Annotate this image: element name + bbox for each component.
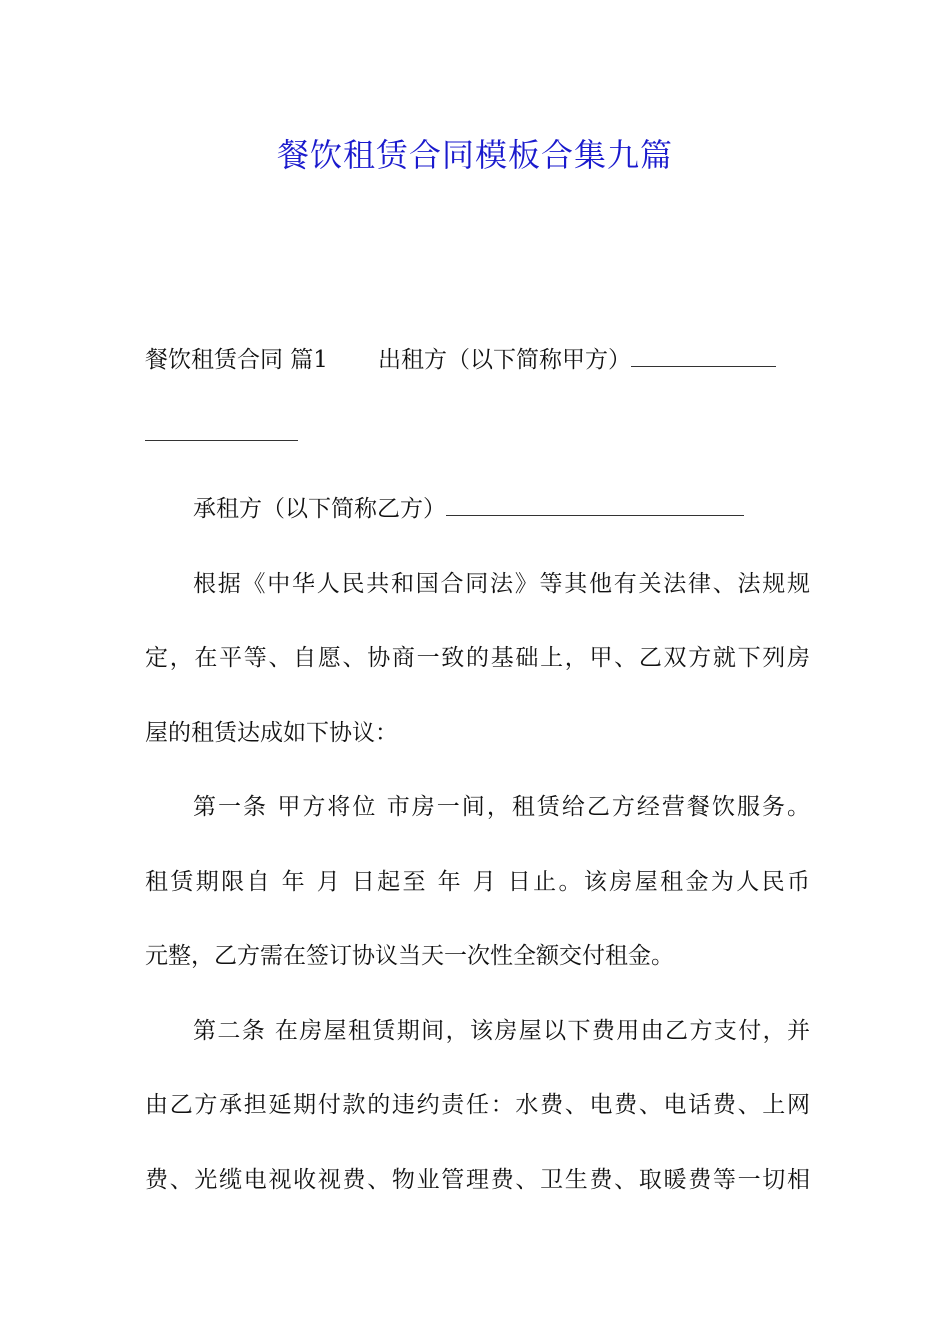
party-a-blank-2 [145, 420, 298, 441]
article-1-line: 租赁期限自 年 月 日起至 年 月 日止。该房屋租金为人民币 [145, 869, 810, 895]
party-b-label: 承租方（以下简称乙方） [193, 496, 446, 522]
paragraph-line: 定，在平等、自愿、协商一致的基础上，甲、乙双方就下列房 [145, 645, 810, 671]
party-a-blank-continued [145, 418, 810, 450]
contract-heading: 餐饮租赁合同 篇1 [145, 347, 328, 373]
party-a-label: 出租方（以下简称甲方） [377, 347, 631, 373]
paragraph-line: 根据《中华人民共和国合同法》等其他有关法律、法规规 [193, 571, 810, 597]
article-1-line: 元整，乙方需在签订协议当天一次性全额交付租金。 [145, 943, 674, 969]
article-2-line: 由乙方承担延期付款的违约责任：水费、电费、电话费、上网 [145, 1092, 810, 1118]
article-1-line: 第一条 甲方将位 市房一间，租赁给乙方经营餐饮服务。 [193, 794, 810, 820]
paragraph-line: 屋的租赁达成如下协议： [145, 720, 398, 746]
article-2-line: 费、光缆电视收视费、物业管理费、卫生费、取暖费等一切相 [145, 1167, 810, 1193]
document-title: 餐饮租赁合同模板合集九篇 [276, 136, 673, 174]
party-b-blank [446, 495, 744, 516]
party-b-line [193, 493, 810, 525]
article-2-line: 第二条 在房屋租赁期间，该房屋以下费用由乙方支付，并 [193, 1018, 810, 1044]
heading-line [145, 344, 810, 376]
party-a-blank [631, 346, 776, 367]
